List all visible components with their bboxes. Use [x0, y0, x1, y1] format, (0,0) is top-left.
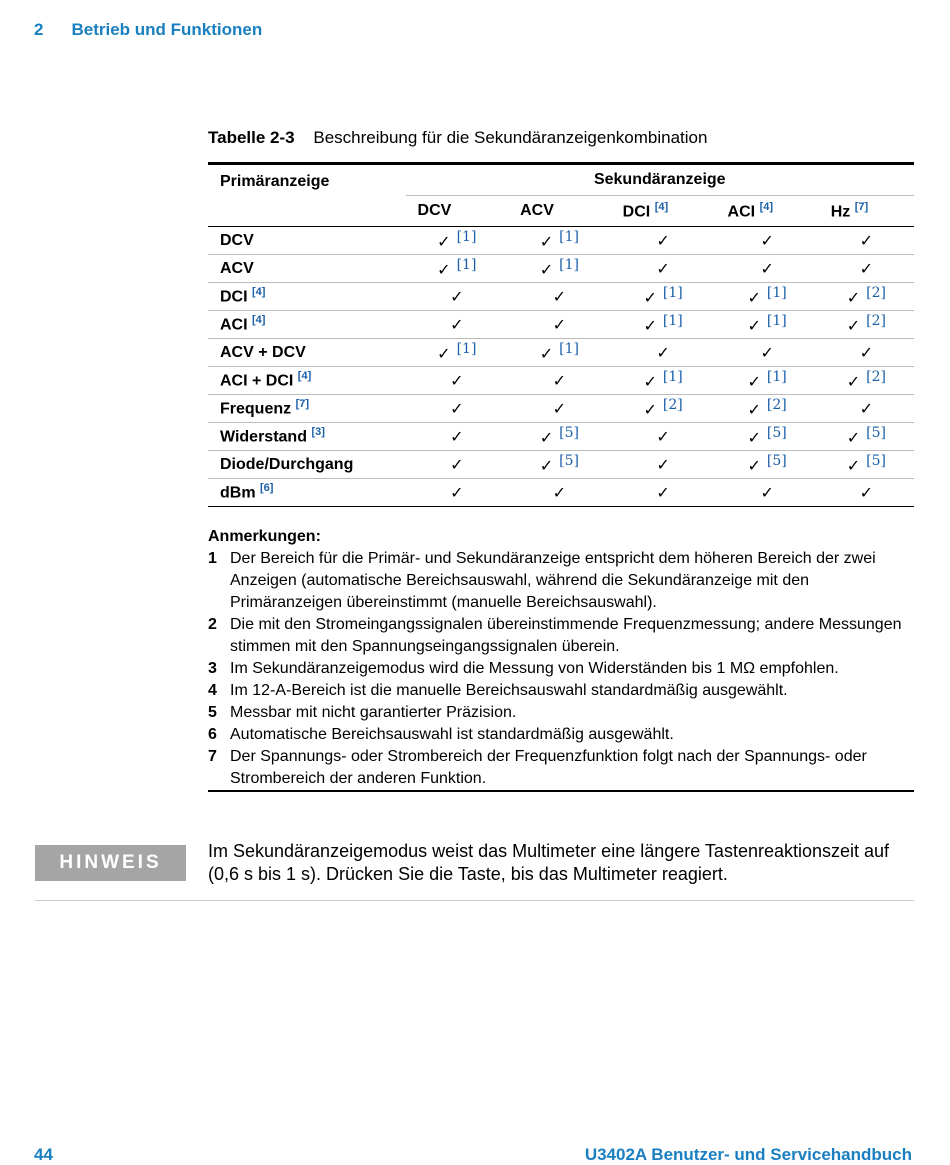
row-header-label: ACI + DCI	[220, 372, 294, 390]
table-row	[208, 479, 914, 507]
table-cell	[611, 283, 716, 311]
checkmark-icon: ✓	[859, 344, 874, 362]
checkmark-icon: ✓	[846, 374, 861, 392]
table-cell	[611, 451, 716, 479]
combination-table	[208, 162, 914, 507]
column-header	[508, 196, 611, 227]
row-header-ref: [3]	[311, 426, 325, 439]
cell-note-ref: [1]	[662, 368, 683, 385]
table-row	[208, 339, 914, 367]
row-header	[208, 283, 406, 311]
table-cell	[508, 423, 611, 451]
table-cell	[716, 479, 819, 507]
document-title: U3402A Benutzer- und Servicehandbuch	[584, 1145, 912, 1164]
checkmark-icon: ✓	[437, 234, 451, 252]
row-header-label: ACV + DCV	[220, 343, 306, 361]
row-header	[208, 339, 406, 367]
page-number: 44	[34, 1145, 53, 1164]
checkmark-icon: ✓	[747, 458, 761, 476]
checkmark-icon: ✓	[760, 260, 774, 278]
checkmark-icon: ✓	[539, 234, 554, 252]
note-text: Die mit den Stromeingangssignalen übereinstimmende Frequenzmessung; andere Messungen stimmen mit den Spannungseingangssignalen überein.	[230, 616, 902, 655]
table-cell	[611, 479, 716, 507]
table-cell	[611, 395, 716, 423]
table-cell	[611, 227, 716, 255]
cell-note-ref: [1]	[559, 228, 579, 245]
checkmark-icon: ✓	[552, 372, 567, 390]
row-header-label: Diode/Durchgang	[220, 455, 354, 473]
note-item	[208, 658, 914, 680]
row-header-ref: [6]	[260, 482, 274, 495]
table-cell	[819, 227, 914, 255]
column-header-label: DCI	[622, 203, 651, 221]
table-row	[208, 283, 914, 311]
table-cell	[508, 339, 611, 367]
row-header-label: DCI	[220, 288, 248, 306]
cell-note-ref: [1]	[456, 340, 477, 357]
table-cell	[406, 451, 509, 479]
cell-note-ref: [1]	[559, 340, 579, 357]
table-cell	[716, 339, 819, 367]
checkmark-icon: ✓	[656, 484, 670, 502]
table-cell	[508, 311, 611, 339]
checkmark-icon: ✓	[747, 374, 761, 392]
checkmark-icon: ✓	[760, 232, 774, 250]
column-header-label: ACV	[520, 202, 554, 219]
table-cell	[611, 423, 716, 451]
table-cell	[406, 227, 509, 255]
table-cell	[611, 311, 716, 339]
row-header-label: DCV	[220, 231, 254, 249]
cell-note-ref: [5]	[766, 452, 787, 469]
column-header-label: DCV	[417, 202, 452, 219]
note-number: 7	[208, 748, 217, 765]
checkmark-icon: ✓	[552, 484, 567, 502]
row-header-label: dBm	[220, 484, 256, 502]
checkmark-icon: ✓	[859, 260, 874, 278]
checkmark-icon: ✓	[450, 288, 464, 306]
table-caption	[208, 128, 707, 148]
table-row	[208, 367, 914, 395]
note-item	[208, 746, 914, 790]
checkmark-icon: ✓	[450, 400, 464, 418]
column-header-label: Hz	[830, 203, 851, 221]
checkmark-icon: ✓	[747, 430, 761, 448]
table-cell	[508, 367, 611, 395]
note-number: 2	[208, 616, 217, 633]
table-cell	[611, 255, 716, 283]
cell-note-ref: [5]	[559, 424, 579, 441]
note-number: 1	[208, 550, 217, 567]
table-cell	[716, 395, 819, 423]
row-header-ref: [4]	[252, 286, 266, 299]
chapter-number: 2	[34, 20, 44, 39]
table-cell	[406, 367, 509, 395]
row-header-ref: [7]	[295, 398, 310, 411]
table-cell	[716, 283, 819, 311]
note-item	[208, 548, 914, 614]
checkmark-icon: ✓	[846, 458, 861, 476]
note-divider	[35, 900, 914, 901]
table-cell	[819, 367, 914, 395]
row-header-ref: [4]	[297, 370, 312, 383]
table-cell	[508, 255, 611, 283]
checkmark-icon: ✓	[747, 318, 761, 336]
table-cell	[406, 311, 509, 339]
row-header	[208, 479, 406, 507]
row-header-label: ACI	[220, 316, 248, 334]
checkmark-icon: ✓	[859, 232, 874, 250]
cell-note-ref: [5]	[559, 452, 579, 469]
cell-note-ref: [1]	[456, 256, 477, 273]
checkmark-icon: ✓	[656, 456, 670, 474]
row-header	[208, 395, 406, 423]
checkmark-icon: ✓	[656, 428, 670, 446]
row-header-label: Widerstand	[220, 428, 307, 446]
cell-note-ref: [1]	[559, 256, 579, 273]
checkmark-icon: ✓	[747, 402, 761, 420]
table-cell	[819, 479, 914, 507]
note-number: 6	[208, 726, 217, 743]
checkmark-icon: ✓	[552, 316, 567, 334]
checkmark-icon: ✓	[643, 290, 657, 308]
cell-note-ref: [1]	[766, 312, 787, 329]
table-row	[208, 311, 914, 339]
checkmark-icon: ✓	[643, 374, 657, 392]
table-cell	[819, 311, 914, 339]
running-header	[34, 20, 262, 40]
note-text: Im Sekundäranzeigemodus weist das Multimeter eine längere Tastenreaktionszeit auf (0,6 s bis 1 s). Drücken Sie die Taste, bis das Multimeter reagiert.	[208, 841, 890, 884]
checkmark-icon: ✓	[846, 430, 861, 448]
checkmark-icon: ✓	[539, 262, 554, 280]
row-header	[208, 311, 406, 339]
cell-note-ref: [1]	[662, 312, 683, 329]
table-cell	[716, 367, 819, 395]
table-row	[208, 395, 914, 423]
column-header-ref: [4]	[759, 200, 774, 213]
secondary-display-header: Sekundäranzeige	[406, 165, 914, 196]
table-cell	[406, 255, 509, 283]
table-cell	[508, 479, 611, 507]
table-cell	[611, 339, 716, 367]
cell-note-ref: [2]	[766, 396, 787, 413]
table-notes	[208, 526, 914, 790]
note-item	[208, 702, 914, 724]
cell-note-ref: [1]	[662, 284, 683, 301]
row-header-ref: [4]	[252, 314, 266, 327]
checkmark-icon: ✓	[539, 458, 554, 476]
row-header-label: ACV	[220, 259, 254, 277]
checkmark-icon: ✓	[859, 484, 874, 502]
checkmark-icon: ✓	[450, 316, 464, 334]
chapter-title: Betrieb und Funktionen	[71, 20, 263, 39]
table-cell	[508, 395, 611, 423]
checkmark-icon: ✓	[656, 232, 670, 250]
row-header	[208, 227, 406, 255]
column-header-label: ACI	[727, 203, 756, 221]
table-row	[208, 423, 914, 451]
cell-note-ref: [2]	[866, 284, 886, 301]
table-cell	[819, 451, 914, 479]
column-header	[716, 196, 819, 227]
row-header	[208, 423, 406, 451]
row-header	[208, 451, 406, 479]
row-header-label: Frequenz	[220, 400, 292, 418]
checkmark-icon: ✓	[437, 262, 451, 280]
checkmark-icon: ✓	[760, 484, 774, 502]
cell-note-ref: [5]	[866, 452, 886, 469]
checkmark-icon: ✓	[552, 288, 567, 306]
checkmark-icon: ✓	[450, 428, 464, 446]
table-cell	[819, 283, 914, 311]
cell-note-ref: [1]	[766, 284, 787, 301]
column-header	[406, 196, 509, 227]
table-cell	[611, 367, 716, 395]
note-item	[208, 614, 914, 658]
notes-bottom-rule	[208, 790, 914, 792]
notes-title: Anmerkungen:	[208, 528, 321, 545]
table-cell	[819, 255, 914, 283]
checkmark-icon: ✓	[656, 344, 670, 362]
table-row	[208, 227, 914, 255]
note-text: Der Spannungs- oder Strombereich der Frequenzfunktion folgt nach der Spannungs- oder Strombereich der anderen Funktion.	[230, 748, 867, 787]
table-cell	[508, 227, 611, 255]
table-cell	[716, 451, 819, 479]
cell-note-ref: [2]	[866, 368, 886, 385]
table-cell	[508, 283, 611, 311]
cell-note-ref: [1]	[766, 368, 787, 385]
note-number: 4	[208, 682, 217, 699]
column-header	[819, 196, 914, 227]
table-cell	[406, 395, 509, 423]
cell-note-ref: [2]	[662, 396, 683, 413]
table-cell	[819, 395, 914, 423]
note-text: Im Sekundäranzeigemodus wird die Messung von Widerständen bis 1 MΩ empfohlen.	[230, 660, 839, 677]
cell-note-ref: [5]	[766, 424, 787, 441]
table-cell	[406, 283, 509, 311]
checkmark-icon: ✓	[450, 456, 464, 474]
checkmark-icon: ✓	[760, 344, 774, 362]
table-cell	[406, 423, 509, 451]
row-header	[208, 367, 406, 395]
checkmark-icon: ✓	[747, 290, 761, 308]
checkmark-icon: ✓	[539, 346, 554, 364]
note-text: Automatische Bereichsauswahl ist standardmäßig ausgewählt.	[230, 726, 674, 743]
table-cell	[716, 227, 819, 255]
table-cell	[716, 311, 819, 339]
checkmark-icon: ✓	[539, 430, 554, 448]
table-cell	[508, 451, 611, 479]
row-header	[208, 255, 406, 283]
primary-display-header: Primäranzeige	[208, 165, 406, 227]
checkmark-icon: ✓	[846, 318, 861, 336]
table-row	[208, 451, 914, 479]
note-number: 3	[208, 660, 217, 677]
note-number: 5	[208, 704, 217, 721]
table-caption-label: Tabelle 2-3	[208, 128, 295, 147]
checkmark-icon: ✓	[552, 400, 567, 418]
note-item	[208, 680, 914, 702]
note-text: Im 12-A-Bereich ist die manuelle Bereichsauswahl standardmäßig ausgewählt.	[230, 682, 788, 699]
note-badge: HINWEIS	[35, 845, 186, 881]
table-cell	[716, 255, 819, 283]
table-cell	[406, 479, 509, 507]
column-header-ref: [7]	[854, 200, 869, 213]
cell-note-ref: [1]	[456, 228, 477, 245]
table-row	[208, 255, 914, 283]
checkmark-icon: ✓	[450, 372, 464, 390]
note-text: Der Bereich für die Primär- und Sekundäranzeige entspricht dem höheren Bereich der zwei Anzeigen (automatische Bereichsauswahl, während die Sekundäranzeige mit den Primäranzeigen übereinstimmt (manuelle Bereichsauswahl).	[230, 550, 876, 611]
checkmark-icon: ✓	[643, 402, 657, 420]
cell-note-ref: [5]	[866, 424, 886, 441]
column-header	[611, 196, 716, 227]
column-header-ref: [4]	[654, 200, 669, 213]
checkmark-icon: ✓	[846, 290, 861, 308]
checkmark-icon: ✓	[450, 484, 464, 502]
table-cell	[406, 339, 509, 367]
table-cell	[819, 423, 914, 451]
checkmark-icon: ✓	[643, 318, 657, 336]
note-text: Messbar mit nicht garantierter Präzision.	[230, 704, 517, 721]
checkmark-icon: ✓	[437, 346, 451, 364]
cell-note-ref: [2]	[866, 312, 886, 329]
table-caption-text: Beschreibung für die Sekundäranzeigenkombination	[313, 128, 708, 147]
checkmark-icon: ✓	[859, 400, 874, 418]
table-cell	[819, 339, 914, 367]
note-item	[208, 724, 914, 746]
checkmark-icon: ✓	[656, 260, 670, 278]
table-cell	[716, 423, 819, 451]
